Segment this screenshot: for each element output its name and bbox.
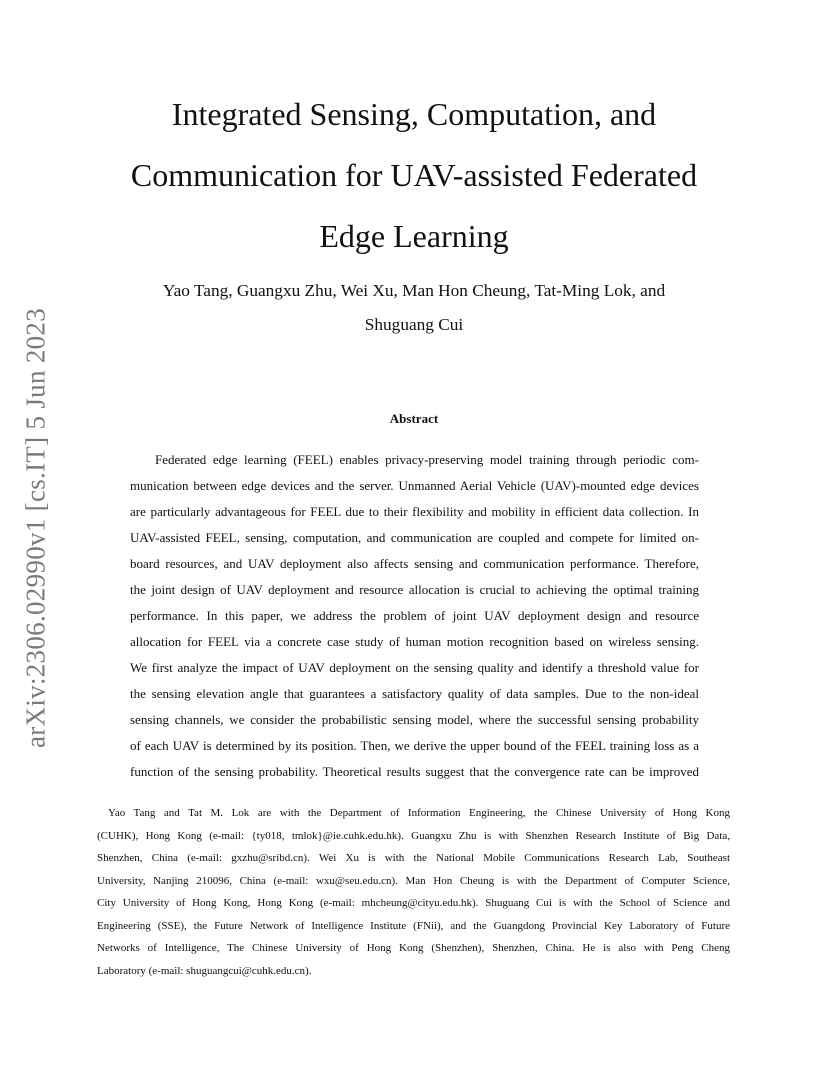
abstract-line: Federated edge learning (FEEL) enables privacy-preserving model training through periodic com- — [155, 452, 699, 467]
title-line: Communication for UAV-assisted Federated — [130, 157, 698, 193]
abstract-heading: Abstract — [389, 411, 439, 426]
footnote-line: (CUHK), Hong Kong (e-mail: {ty018, tmlok}@ie.cuhk.edu.hk). Guangxu Zhu is with Shenzhen Research Institute of Big Data, — [97, 829, 730, 842]
abstract-line: the joint design of UAV deployment and resource allocation is crucial to achieving the optimal training — [130, 582, 699, 597]
author-list — [100, 274, 728, 342]
footnote-line: Laboratory (e-mail: shuguangcui@cuhk.edu.cn). — [97, 964, 312, 977]
title-line: Integrated Sensing, Computation, and — [171, 96, 657, 132]
arxiv-identifier-stamp: arXiv:2306.02990v1 [cs.IT] 5 Jun 2023 — [20, 307, 51, 749]
footnote-line: Engineering (SSE), the Future Network of Intelligence Institute (FNii), and the Guangdong Provincial Key Laboratory of Future — [97, 919, 730, 932]
abstract-line: sensing channels, we consider the probabilistic sensing model, where the successful sensing probability — [130, 712, 699, 727]
footnote-line: Networks of Intelligence, The Chinese University of Hong Kong (Shenzhen), Shenzhen, China. He is also with Peng Cheng — [97, 942, 730, 954]
footnote-line: City University of Hong Kong, Hong Kong (e-mail: mhcheung@cityu.edu.hk). Shuguang Cui is with the School of Science and — [97, 897, 730, 909]
abstract-line: function of the sensing probability. Theoretical results suggest that the convergence rate can be improved — [130, 764, 699, 779]
footnote-line: Yao Tang and Tat M. Lok are with the Department of Information Engineering, the Chinese University of Hong Kong — [108, 807, 730, 819]
title-line: Edge Learning — [319, 218, 509, 254]
abstract-line: munication between edge devices and the server. Unmanned Aerial Vehicle (UAV)-mounted edge devices — [130, 478, 699, 493]
paper-title — [100, 84, 728, 267]
author-line: Yao Tang, Guangxu Zhu, Wei Xu, Man Hon Cheung, Tat-Ming Lok, and — [162, 281, 666, 300]
abstract-line: the sensing elevation angle that guarantees a satisfactory quality of data samples. Due to the non-ideal — [130, 686, 699, 701]
footnote-line: Shenzhen, China (e-mail: gxzhu@sribd.cn). Wei Xu is with the National Mobile Communications Research Lab, Southeast — [97, 852, 730, 864]
abstract-line: allocation for FEEL via a concrete case study of human motion recognition based on wireless sensing. — [130, 634, 699, 649]
author-affiliation-footnote — [97, 802, 730, 982]
abstract-line: are particularly advantageous for FEEL due to their flexibility and mobility in efficient data collection. In — [130, 504, 699, 519]
abstract-line: of each UAV is determined by its position. Then, we derive the upper bound of the FEEL training loss as a — [130, 738, 699, 753]
author-line: Shuguang Cui — [364, 315, 464, 334]
abstract-line: UAV-assisted FEEL, sensing, computation, and communication are coupled and compete for limited on- — [130, 530, 699, 545]
abstract-body — [130, 447, 699, 785]
footnote-line: University, Nanjing 210096, China (e-mail: wxu@seu.edu.cn). Man Hon Cheung is with the Department of Computer Science, — [97, 874, 730, 887]
abstract-line: performance. In this paper, we address the problem of joint UAV deployment design and resource — [130, 608, 699, 623]
abstract-line: We first analyze the impact of UAV deployment on the sensing quality and identify a threshold value for — [130, 660, 699, 675]
abstract-line: board resources, and UAV deployment also affects sensing and communication performance. Therefore, — [130, 556, 699, 571]
